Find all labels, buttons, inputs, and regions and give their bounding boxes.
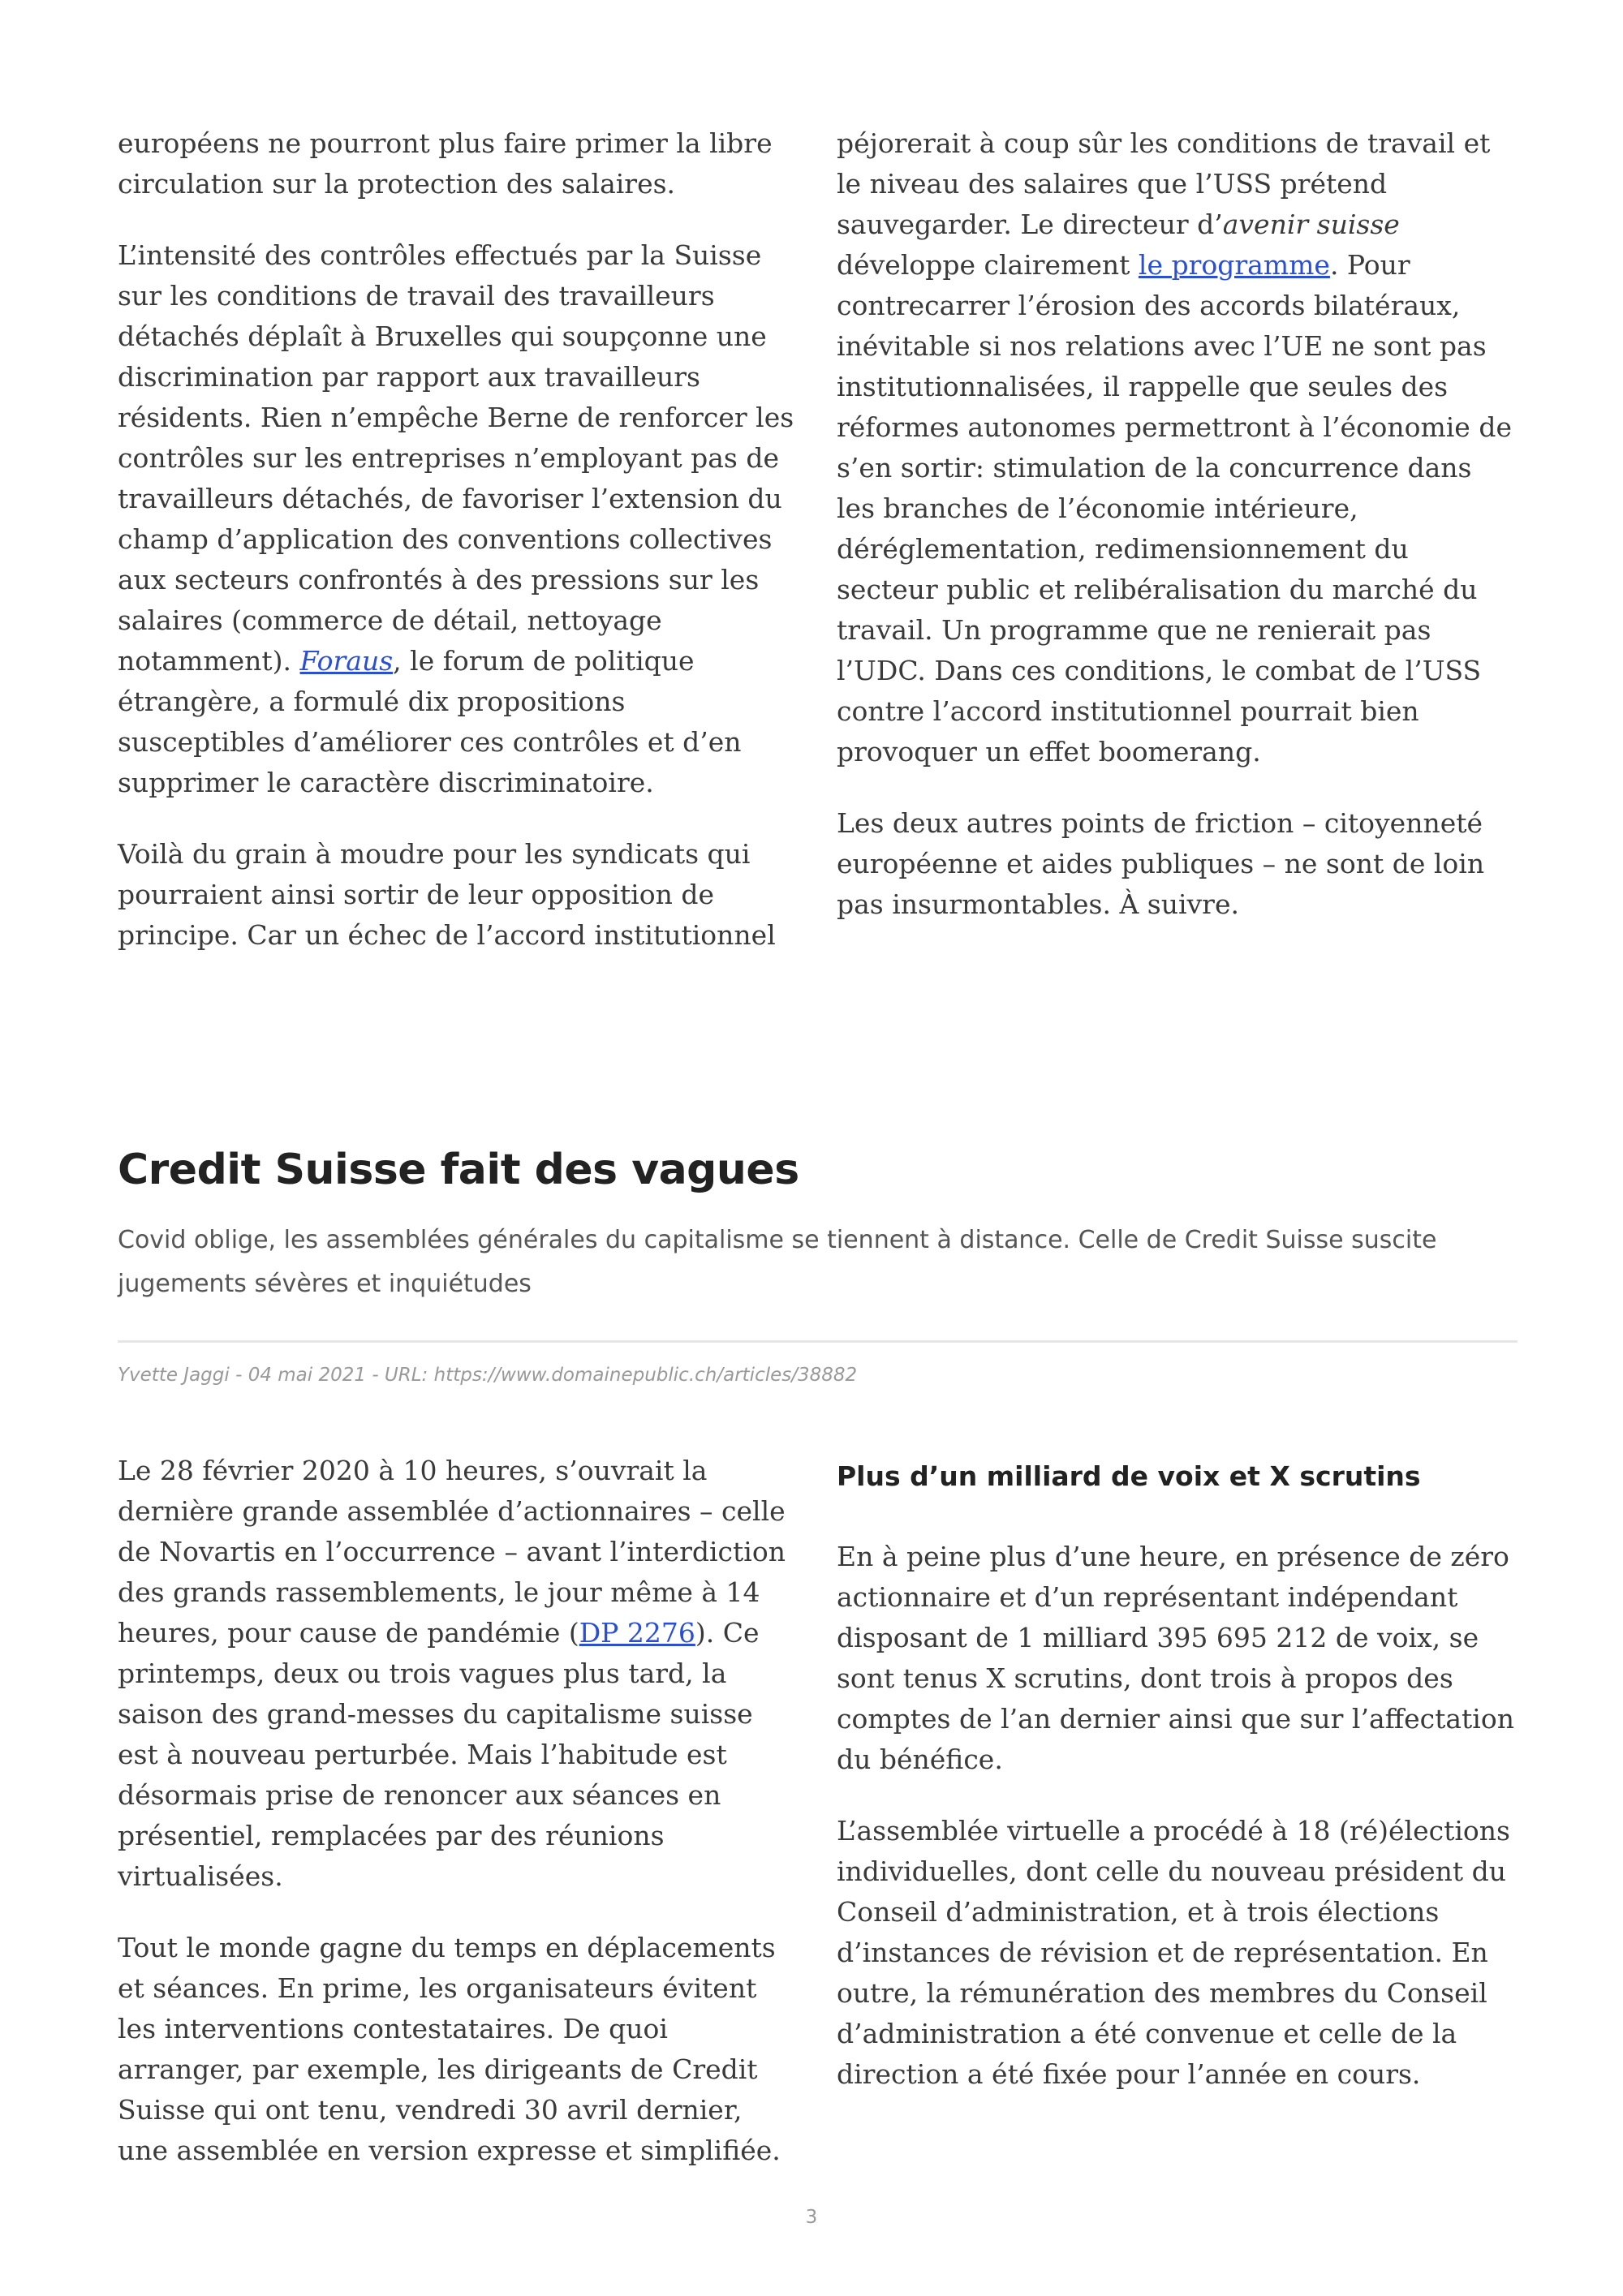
paragraph bbox=[118, 1451, 795, 1897]
paragraph: Voilà du grain à moudre pour les syndicats qui pourraient ainsi sortir de leur opposition de principe. Car un échec de l’accord institutionnel bbox=[118, 838, 776, 951]
foraus-link[interactable]: Foraus bbox=[299, 645, 394, 677]
text-run: Le 28 février 2020 à 10 heures, s’ouvrait la dernière grande assemblée d’actionnaires – celle de Novartis en l’occurrence – avant l’interdiction des grands rassemblements, le jour même à 14 heures, pour cause de pandémie ( bbox=[118, 1455, 786, 1649]
paragraph bbox=[118, 235, 795, 803]
top-left-column bbox=[118, 123, 795, 956]
article-meta: Yvette Jaggi - 04 mai 2021 - URL: https://www.domainepublic.ch/articles/38882 bbox=[118, 1365, 858, 1386]
paragraph bbox=[837, 123, 1514, 772]
text-run: péjorerait à coup sûr les conditions de travail et le niveau des salaires que l’USS prétend sauvegarder. Le directeur d’ bbox=[837, 127, 1491, 240]
section-subheading: Plus d’un milliard de voix et X scrutins bbox=[837, 1460, 1421, 1492]
text-run: ). Ce printemps, deux ou trois vagues plus tard, la saison des grand-messes du capitalisme suisse est à nouveau perturbée. Mais l’habitude est désormais prise de renoncer aux séances en présentiel, remplacées par des réunions virtualisées. bbox=[118, 1617, 760, 1892]
text-run: . Pour contrecarrer l’érosion des accords bilatéraux, inévitable si nos relations avec l’UE ne sont pas institutionnalisées, il rappelle que seules des réformes autonomes permettront à l’économie de s’en sortir: stimulation de la concurrence dans les branches de l’économie intérieure, déréglementation, redimensionnement du secteur public et relibéralisation du marché du travail. Un programme que ne renierait pas l’UDC. Dans ces conditions, le combat de l’USS contre l’accord institutionnel pourrait bien provoquer un effet boomerang. bbox=[837, 249, 1512, 767]
article-right-column bbox=[837, 1457, 1514, 2095]
top-right-column bbox=[837, 123, 1514, 925]
emphasis: avenir suisse bbox=[1222, 209, 1400, 240]
paragraph: Tout le monde gagne du temps en déplacements et séances. En prime, les organisateurs évitent les interventions contestataires. De quoi arranger, par exemple, les dirigeants de Credit Suisse qui ont tenu, vendredi 30 avril dernier, une assemblée en version expresse et simplifiée. bbox=[118, 1932, 781, 2166]
article-title: Credit Suisse fait des vagues bbox=[118, 1146, 799, 1194]
text-run: développe clairement bbox=[837, 249, 1139, 281]
text-run: , le forum de politique étrangère, a formulé dix propositions susceptibles d’améliorer ces contrôles et d’en supprimer le caractère discriminatoire. bbox=[118, 645, 742, 798]
page-number: 3 bbox=[805, 2207, 818, 2228]
paragraph: européens ne pourront plus faire primer la libre circulation sur la protection des salaires. bbox=[118, 127, 773, 200]
article-lead: Covid oblige, les assemblées générales du capitalisme se tiennent à distance. Celle de Credit Suisse suscite jugements sévères et inquiétudes bbox=[118, 1226, 1437, 1298]
divider bbox=[118, 1340, 1518, 1343]
paragraph: En à peine plus d’une heure, en présence de zéro actionnaire et d’un représentant indépendant disposant de 1 milliard 395 695 212 de voix, se sont tenus X scrutins, dont trois à propos des comptes de l’an dernier ainsi que sur l’affectation du bénéfice. bbox=[837, 1541, 1514, 1775]
text-run: L’intensité des contrôles effectués par la Suisse sur les conditions de travail des travailleurs détachés déplaît à Bruxelles qui soupçonne une discrimination par rapport aux travailleurs résidents. Rien n’empêche Berne de renforcer les contrôles sur les entreprises n’employant pas de travailleurs détachés, de favoriser l’extension du champ d’application des conventions collectives aux secteurs confrontés à des pressions sur les salaires (commerce de détail, nettoyage notamment). bbox=[118, 239, 794, 677]
programme-link[interactable]: le programme bbox=[1138, 249, 1330, 281]
paragraph: L’assemblée virtuelle a procédé à 18 (ré)élections individuelles, dont celle du nouveau président du Conseil d’administration, et à trois élections d’instances de révision et de représentation. En outre, la rémunération des membres du Conseil d’administration a été convenue et celle de la direction a été fixée pour l’année en cours. bbox=[837, 1815, 1510, 2090]
article-left-column bbox=[118, 1451, 795, 2171]
dp-2276-link[interactable]: DP 2276 bbox=[579, 1617, 695, 1649]
paragraph: Les deux autres points de friction – citoyenneté européenne et aides publiques – ne sont de loin pas insurmontables. À suivre. bbox=[837, 807, 1485, 920]
